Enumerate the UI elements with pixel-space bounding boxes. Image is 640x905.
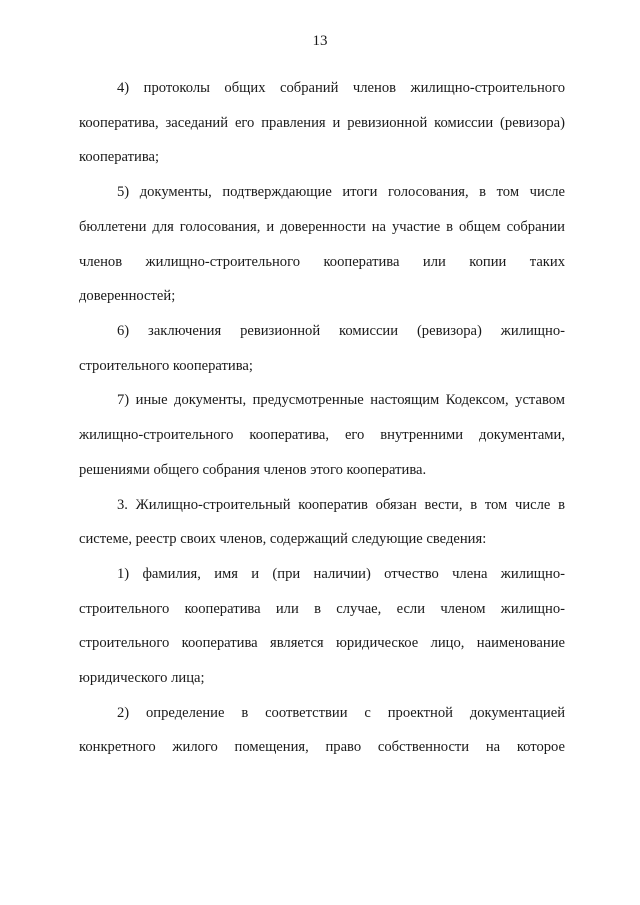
text-line: 1) фамилия, имя и (при наличии) отчество члена жилищно- bbox=[117, 566, 565, 582]
text-line: конкретного жилого помещения, право собственности на которое bbox=[79, 739, 565, 755]
page-number: 13 bbox=[312, 33, 328, 49]
text-line: 2) определение в соответствии с проектной документацией bbox=[117, 705, 565, 721]
text-line: строительного кооператива является юридическое лицо, наименование bbox=[79, 635, 565, 651]
text-line: 5) документы, подтверждающие итоги голосования, в том числе bbox=[117, 184, 565, 200]
text-line: строительного кооператива или в случае, если членом жилищно- bbox=[79, 601, 565, 617]
text-line: членов жилищно-строительного кооператива или копии таких bbox=[79, 254, 565, 270]
text-line: 7) иные документы, предусмотренные настоящим Кодексом, уставом bbox=[117, 392, 565, 408]
text-line: 3. Жилищно-строительный кооператив обязан вести, в том числе в bbox=[117, 497, 565, 513]
text-line: системе, реестр своих членов, содержащий следующие сведения: bbox=[79, 531, 487, 547]
text-line: 4) протоколы общих собраний членов жилищно-строительного bbox=[117, 80, 565, 96]
text-line: кооператива, заседаний его правления и ревизионной комиссии (ревизора) bbox=[79, 115, 565, 131]
text-line: решениями общего собрания членов этого кооператива. bbox=[79, 462, 427, 478]
text-line: кооператива; bbox=[79, 149, 160, 165]
text-line: юридического лица; bbox=[79, 670, 205, 686]
text-line: жилищно-строительного кооператива, его внутренними документами, bbox=[79, 427, 565, 443]
text-line: доверенностей; bbox=[79, 288, 176, 304]
text-line: строительного кооператива; bbox=[79, 358, 253, 374]
text-line: 6) заключения ревизионной комиссии (ревизора) жилищно- bbox=[117, 323, 565, 339]
text-line: бюллетени для голосования, и доверенности на участие в общем собрании bbox=[79, 219, 565, 235]
